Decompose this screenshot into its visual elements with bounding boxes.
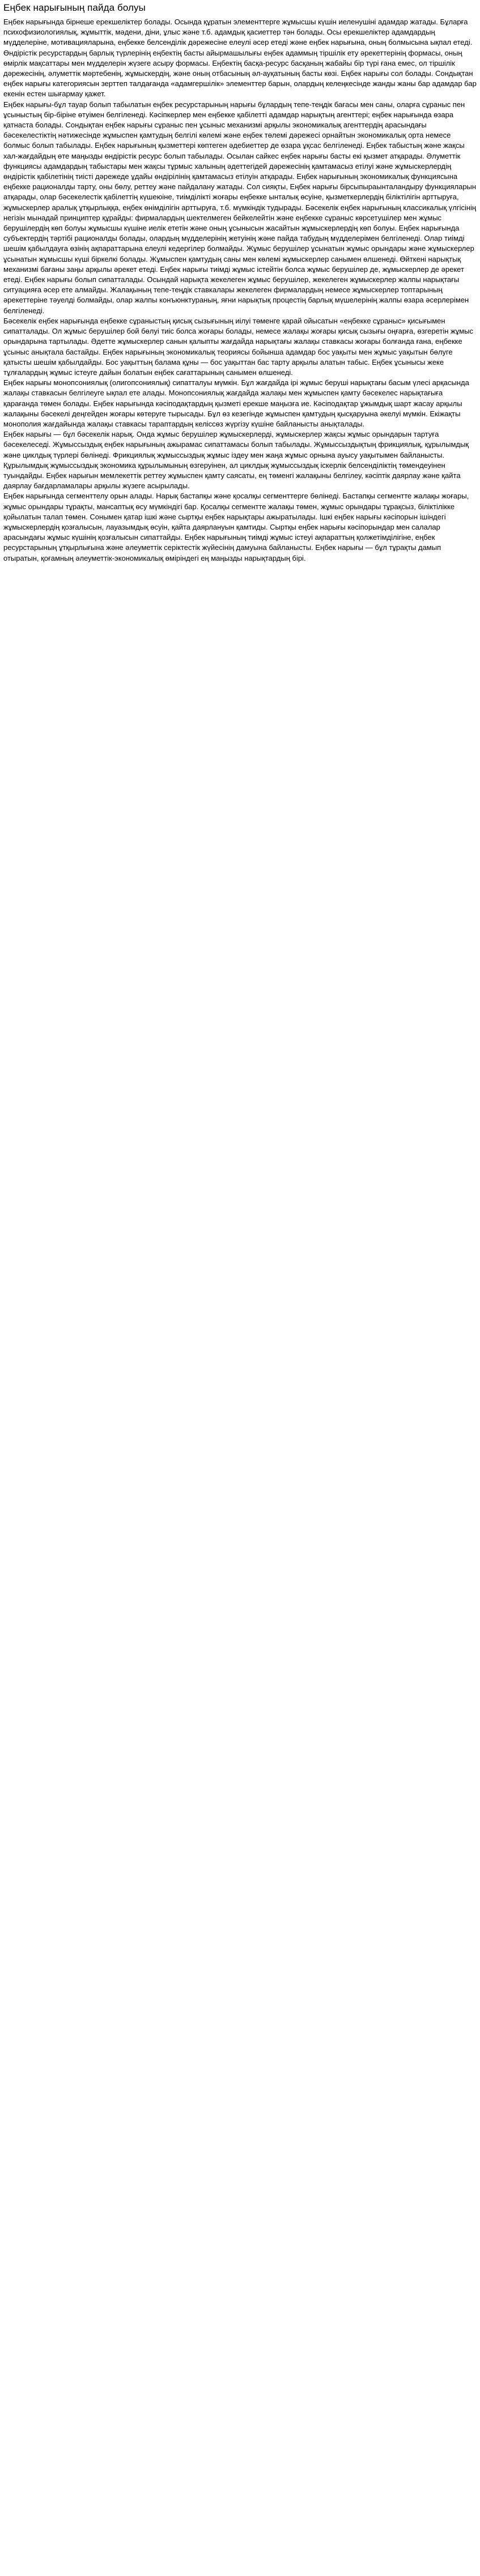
article-body <box>3 17 477 564</box>
paragraph: Еңбек нарығы монопсониялық (олигопсониялық) сипатталуы мүмкін. Бұл жағдайда ірі жұмыс беруші нарықтағы басым үлесі арқасында жалақы ставкасын белгілеуге ықпал ете алады. Монопсониялық жағдайда жалақы мен жұмыспен қамту бәсекелес нарықтағыға қарағанда төмен болады. Еңбек нарығында кәсіподақтардың қызметі ерекше маңызға ие. Кәсіподақтар ұжымдық шарт жасау арқылы жалақыны бәсекелі деңгейден жоғары көтеруге тырысады. Бұл өз кезегінде жұмыспен қамтудың қысқаруына әкелуі мүмкін. Екіжақты монополия жағдайында жалақы ставкасы тараптардың келіссөз жүргізу күшіне байланысты анықталады. <box>3 378 469 428</box>
article-title: Еңбек нарығының пайда болуы <box>3 2 146 13</box>
paragraph: Еңбек нарығында сегменттелу орын алады. Нарық бастапқы және қосалқы сегменттерге бөлінеді. Бастапқы сегментте жалақы жоғары, жұмыс орындары тұрақты, мансаптық өсу мүмкіндігі бар. Қосалқы сегментте жалақы төмен, жұмыс орындары тұрақсыз, біліктілікке қойылатын талап төмен. Сонымен қатар ішкі және сыртқы еңбек нарықтары ажыратылады. Ішкі еңбек нарығы кәсіпорын ішіндегі жұмыскерлердің қозғалысын, лауазымдық өсуін, қайта даярлануын қамтиды. Сыртқы еңбек нарығы кәсіпорындар мен салалар арасындағы жұмыс күшінің қозғалысын сипаттайды. Еңбек нарығының тиімді жұмыс істеуі ақпараттың қолжетімділігіне, еңбек ресурстарының ұтқырлығына және әлеуметтік серіктестік жүйесінің дамуына байланысты. Еңбек нарығы — бұл тұрақты дамып отыратын, қоғамның әлеуметтік-экономикалық өміріндегі ең маңызды нарықтардың бірі. <box>3 492 469 562</box>
paragraph: Бәсекелік еңбек нарығында еңбекке сұраныстың қисық сызығының иілуі төменге қарай ойысатын «еңбекке сұраныс» қисығымен сипатталады. Ол жұмыс берушілер бой бөлуі тиіс болса жоғары болады, немесе жалақы жоғары қисық сызығы оңғарға, өзгеретін жұмыс орындарына тартылады. Әдетте жұмыскерлер санын қалыпты жағдайда нарықтағы жалақы ставкасы жоғары болғанда ғана, еңбекке ұсыныс анықтала бастайды. Еңбек нарығының экономикалық теориясы бойынша адамдар бос уақыты мен жұмыс уақытын бөлуге қатысты шешім қабылдайды. Бос уақыттың балама құны — бос уақыттан бас тарту арқылы алатын табыс. Еңбек ұсынысы жеке тұлғалардың жұмыс істеуге дайын болатын еңбек сағаттарының санымен өлшенеді. <box>3 316 473 377</box>
paragraph: Еңбек нарығы — бұл бәсекелік нарық. Онда жұмыс берушілер жұмыскерлерді, жұмыскерлер жақсы жұмыс орындарын тартуға бәсекелеседі. Жұмыссыздық еңбек нарығының ажырамас сипаттамасы болып табылады. Жұмыссыздықтың фрикциялық, құрылымдық және циклдық түрлері бөлінеді. Фрикциялық жұмыссыздық жұмыс іздеу мен жаңа жұмыс орнына ауысу уақытымен байланысты. Құрылымдық жұмыссыздық экономика құрылымының өзгеруінен, ал циклдық жұмыссыздық іскерлік белсенділіктің төмендеуінен туындайды. Еңбек нарығын мемлекеттік реттеу жұмыспен қамту саясаты, ең төменгі жалақыны белгілеу, кәсіптік даярлау және қайта даярлау бағдарламалары арқылы жүзеге асырылады. <box>3 430 469 491</box>
paragraph: Еңбек нарығы-бұл тауар болып табылатын еңбек ресурстарының нарығы бұлардың тепе-теңдік бағасы мен саны, оларға сұраныс пен ұсыныстың бір-біріне өтуімен белгіленеді. Кәсіпкерлер мен еңбекке қабілетті адамдар нарықтың агенттері; еңбек нарығында өзара қатнаста болады. Сондықтан еңбек нарығы сұраныс пен ұсыныс механизмі арқылы экономикалық агенттердің арасындағы бәсекелестіктің нәтижесінде жұмыспен қамтудың белгілі көлемі және еңбек төлемі дәрежесі орнайтын экономикалық орта немесе болмыс болып табылады. Еңбек нарығының қызметтері көптеген әдебиеттер де өзара ұқсас белгіленеді. Еңбек табыстың және жақсы хал-жағдайдың өте маңызды өндірістік ресурс болып табылады. Осылан сайкес еңбек нарығы басты екі қызмет атқарады. Әлуметтік функциясы адамдардың табыстары мен жақсы тұрмыс халының әдеттегідей дәрежесінің қамтамасыз етілуі және жұмыскерлердің өндірістік қабілетінің тиісті дәрежеде ұдайы өндірілінің қамтамасыз етілуін атқарады. Еңбек нарығының экономикалық функциясына еңбекке рационалды тарту, оны бөлу, реттеу және пайдалану жатады. Сол сияқты, Еңбек нарығы бірсыпыраынталандыру функцияларын атқарады, олар бәсекелестік қабілеттің күшеюіне, тиімділікті жоғары еңбекке ынталық өсуіне, қызметкерлердің біліктілігін арттыруға, жұмыскерлер аралық ұтқырлыққа, еңбек өнімділігін арттыруға, т.б. мүмкіндік тудырады. Бәсекелік еңбек нарығының классикалық үлгісінің негізін мынадай принциптер құрайды: фирмалардың шектелмеген бейкелейтін және еңбекке сұраныс көрсетушілер мен жұмыс берушілердің көп болуы жұмысшы күшіне иелік ететін және оның ұсынысын жасайтын жұмыскерлердің көп болуы. Еңбек нарығында субъектердің тәртібі рационалды болады, олардың мүдделерінің жетуінің және пайда табудың мүдделерімен белгіленеді. Олар тиімді шешім қабылдауға өзінің ақпараттарына елеулі кедергілер болмайды. Жұмыс берушілер ұсынатын жұмыс орындары және жұмыскерлер ұсынатын жұмысшы күші біркелкі болады. Жұмыспен қамтудың саны мен көлемі жұмыскерлер санымен өлшенеді. Өйткені нарықтық механизмі бағаны заңы арқылы әрекет етеді. Еңбек нарығы тиімді жұмыс істейтін болса жұмыс берушілер де, жұмыскерлер де әрекет етеді. Еңбек нарығы болып сипатталады. Осындай нарықта жекелеген жұмыс берушілер, жекелеген жұмыскерлер жалпы нарықтағы ситуацияға әсер ете алмайды. Жалақының тепе-теңдік ставкалары жекелеген фирмалардың немесе жұмыскерлер топтарының әрекеттеріне тәуелді болмайды, олар жалпы конъюнктураның, яғни нарықтық процестің барлық мүшелерінің жалпы өзара әсерлерімен белгіленеді. <box>3 100 477 315</box>
article <box>0 0 480 564</box>
paragraph: Еңбек нарығында бірнеше ерекшеліктер болады. Осында құратын элементтерге жұмысшы күшін иеленушіні адамдар жатады. Бұларға психофизиологиялық, жұмыттік, мәдени, діни, ұлыс және т.б. адамдық қасиеттер тән болады. Осы ерекшеліктер адамдардың мүдделеріне, мотивацияларына, еңбекке белсенділік дәрежесіне елеулі әсер етеді және еңбек нарығына, оның болмысына ықпал етеді. Өндірістік ресурстардың барлық түрлерінің еңбектің басты айырмашылығы еңбек адаммың тіршілік ету әрекеттерінің формасы, оның өмірлік мақсаттары мен мүдделерін жүзеге асыру формасы. Еңбектің басқа-ресурс басқаның жабайы бір түрі ғана емес, ол тіршілік дәрежесінің, әлуметтік мәртебенің, жұмыскердің, және оның отбасының әл-ауқатының басты көзі. Еңбек нарығы сол болады. Сондықтан еңбек нарығы категориясын зерттеп талдағанда «адамгершілік» элементтер барын, олардың келеңкесінде жанды жаны бар адамдар бар екенін естен шығармау қажет. <box>3 18 477 99</box>
